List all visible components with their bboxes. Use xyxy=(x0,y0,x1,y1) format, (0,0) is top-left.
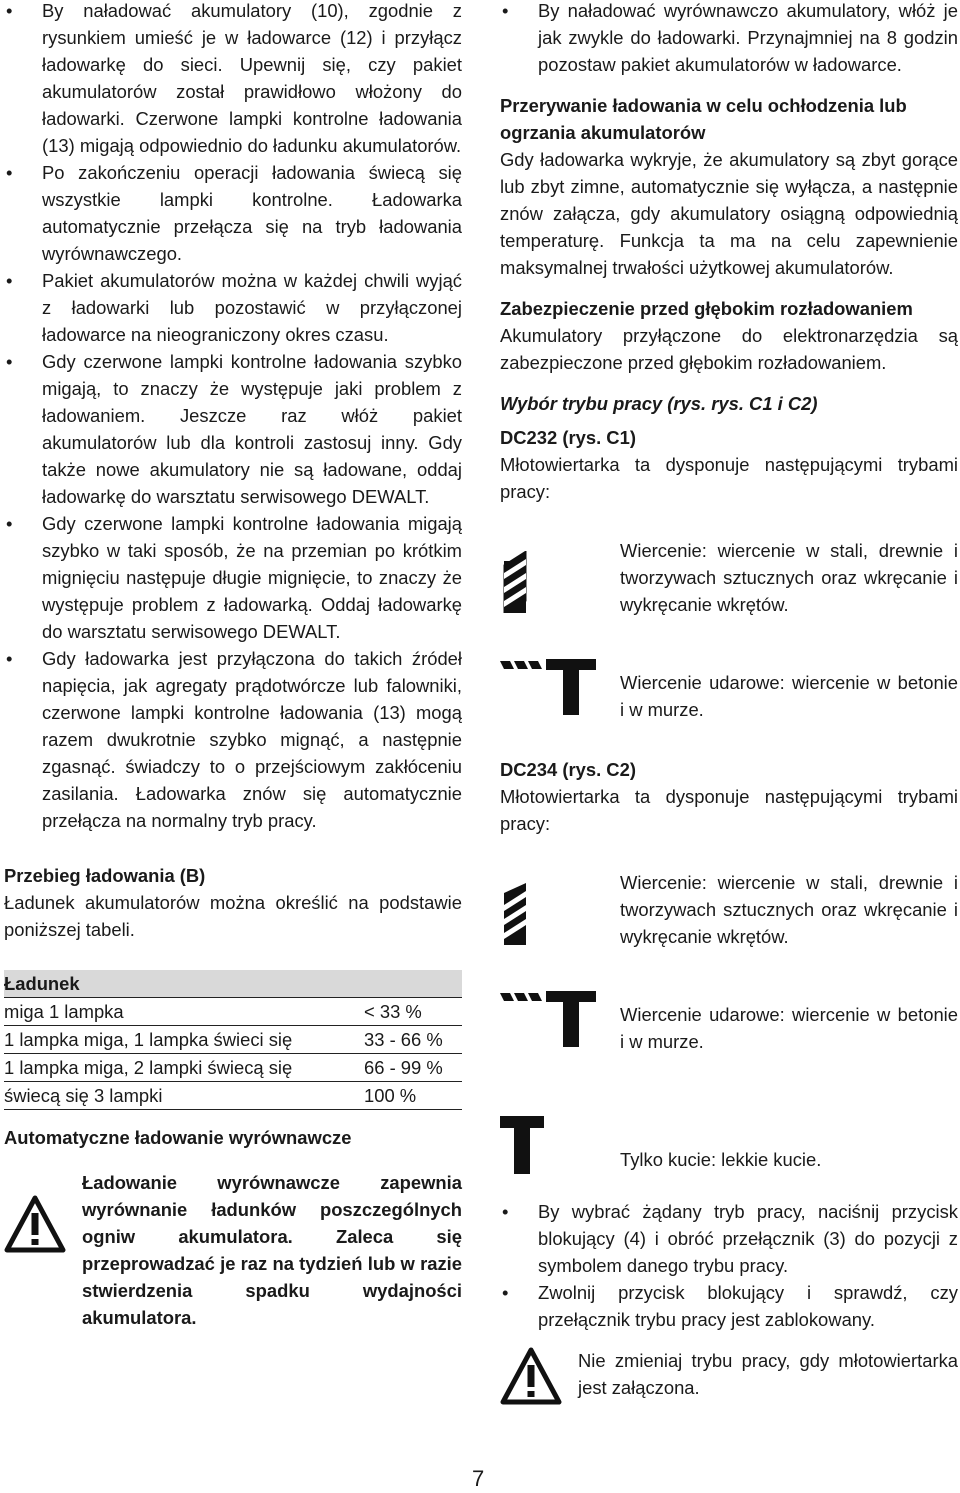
dc234-intro: Młotowiertarka ta dysponuje następującymi trybami pracy: xyxy=(500,785,958,834)
table-cell: 1 lampka miga, 2 lampki świecą się xyxy=(4,1054,364,1082)
charging-steps-list xyxy=(4,0,462,834)
dc232-intro: Młotowiertarka ta dysponuje następującymi trybami pracy: xyxy=(500,454,958,502)
deep-discharge-text: Akumulatory przyłączone do elektronarzędzia są zabezpieczone przed głębokim rozładowaniem. xyxy=(500,325,958,373)
mode-hammer xyxy=(500,669,958,723)
list-item: • By naładować wyrównawczo akumulatory, włóż je jak zwykle do ładowarki. Przynajmniej na 8 godzin pozostaw pakiet akumulatorów w ładowarce. xyxy=(500,0,958,78)
auto-charge-heading: Automatyczne ładowanie wyrównawcze xyxy=(4,1127,352,1148)
table-cell: miga 1 lampka xyxy=(4,998,364,1026)
cooling-text: Gdy ładowarka wykryje, że akumulatory są zbyt gorące lub zbyt zimne, automatycznie się wyłącza, a następnie znów załącza, gdy akumulatory osiągną odpowiednią temperaturę. Funkcja ta ma na celu zapewnienie maksymalnej trwałości użytkowej akumulatorów. xyxy=(500,149,958,278)
table-row xyxy=(4,1082,462,1110)
table-row xyxy=(4,1054,462,1082)
list-item: • Zwolnij przycisk blokujący i sprawdź, czy przełącznik trybu pracy jest zablokowany. xyxy=(500,1279,958,1333)
charge-intro: Ładunek akumulatorów można określić na podstawie poniższej tabeli. xyxy=(4,892,462,940)
list-item: • By wybrać żądany tryb pracy, naciśnij przycisk blokujący (4) i obróć przełącznik (3) do pozycji z symbolem danego trybu pracy. xyxy=(500,1198,958,1279)
table-cell: świecą się 3 lampki xyxy=(4,1082,364,1110)
mode-heading: Wybór trybu pracy (rys. rys. C1 i C2) xyxy=(500,393,818,414)
mode-hammer-dc234 xyxy=(500,1001,958,1055)
charge-table xyxy=(4,970,462,1110)
hammer-drill-icon xyxy=(500,991,596,1047)
auto-charge-warning xyxy=(4,1169,462,1331)
left-column xyxy=(4,0,462,1350)
mode-drill-text: Wiercenie: wiercenie w stali, drewnie i tworzywach sztucznych oraz wkręcanie i wykręcanie wkrętów. xyxy=(620,540,958,616)
warning-text: Nie zmieniaj trybu pracy, gdy młotowiertarka jest załączona. xyxy=(578,1349,958,1398)
mode-hammer-text: Wiercenie udarowe: wiercenie w betonie i w murze. xyxy=(620,672,958,721)
table-header-row xyxy=(4,970,462,998)
mode-drill-dc234 xyxy=(500,869,958,950)
mode-drill-text: Wiercenie: wiercenie w stali, drewnie i tworzywach sztucznych oraz wkręcanie i wykręcanie wkrętów. xyxy=(620,871,958,947)
chisel-icon xyxy=(500,1116,544,1174)
table-cell: 1 lampka miga, 1 lampka świeci się xyxy=(4,1026,364,1054)
table-row xyxy=(4,998,462,1026)
table-cell: 100 % xyxy=(364,1082,462,1110)
mode-chisel-text: Tylko kucie: lekkie kucie. xyxy=(620,1148,822,1170)
list-item: • Gdy ładowarka jest przyłączona do takich źródeł napięcia, jak agregaty prądotwórcze lub falowniki, czerwone lampki kontrolne ładowania (13) mogą razem dwukrotnie szybko mignąć, a następnie zgasnąć. świadczy to o przejściowym zakłóceniu zasilania. Ładowarka znów się automatycznie przełącza na normalny tryb pracy. xyxy=(4,645,462,834)
mode-chisel xyxy=(500,1116,958,1178)
mode-drill xyxy=(500,537,958,618)
table-row xyxy=(4,1026,462,1054)
list-item: • By naładować akumulatory (10), zgodnie z rysunkiem umieść je w ładowarce (12) i przyłącz ładowarkę do sieci. Upewnij się, czy pakiet akumulatorów został prawidłowo włożony do ładowarki. Czerwone lampki kontrolne ładowania (13) migają odpowiednio do ładunku akumulatorów. xyxy=(4,0,462,159)
warning-triangle-icon xyxy=(4,1195,66,1253)
drill-bit-icon xyxy=(500,883,530,945)
table-cell: 66 - 99 % xyxy=(364,1054,462,1082)
hammer-drill-icon xyxy=(500,659,596,715)
list-item: • Pakiet akumulatorów można w każdej chwili wyjąć z ładowarki lub pozostawić w przyłączonej ładowarce na nieograniczony okres czasu. xyxy=(4,267,462,348)
drill-bit-icon xyxy=(500,551,530,613)
table-cell: 33 - 66 % xyxy=(364,1026,462,1054)
mode-warning xyxy=(500,1347,958,1401)
charge-heading: Przebieg ładowania (B) xyxy=(4,865,206,886)
right-column xyxy=(500,0,958,1401)
table-cell: < 33 % xyxy=(364,998,462,1026)
deep-discharge-heading: Zabezpieczenie przed głębokim rozładowaniem xyxy=(500,298,913,319)
cooling-heading: Przerywanie ładowania w celu ochłodzenia lub ogrzania akumulatorów xyxy=(500,95,907,143)
table-header: Ładunek xyxy=(4,970,462,998)
warning-triangle-icon xyxy=(500,1347,562,1405)
equalize-list xyxy=(500,0,958,78)
dc232-heading: DC232 (rys. C1) xyxy=(500,427,636,448)
dc234-heading: DC234 (rys. C2) xyxy=(500,758,636,780)
mode-select-list xyxy=(500,1198,958,1333)
list-item: • Gdy czerwone lampki kontrolne ładowania szybko migają, to znaczy że występuje jaki problem z ładowaniem. Jeszcze raz włóż pakiet akumulatorów lub dla kontroli zastosuj inny. Gdy także nowe akumulatory nie są ładowane, oddaj ładowarkę do warsztatu serwisowego DEWALT. xyxy=(4,348,462,510)
list-item: • Po zakończeniu operacji ładowania świecą się wszystkie lampki kontrolne. Ładowarka automatycznie przełącza się na tryb ładowania wyrównawczego. xyxy=(4,159,462,267)
list-item: • Gdy czerwone lampki kontrolne ładowania migają szybko w taki sposób, że na przemian po krótkim mignięciu następuje długie mignięcie, to znaczy że występuje problem z ładowarką. Oddaj ładowarkę do warsztatu serwisowego DEWALT. xyxy=(4,510,462,645)
page-number: 7 xyxy=(472,1466,485,1491)
warning-text: Ładowanie wyrównawcze zapewnia wyrównanie ładunków poszczególnych ogniw akumulatora. Zaleca się przeprowadzać je raz na tydzień lub w razie stwierdzenia spadku wydajności akumulatora. xyxy=(82,1172,462,1329)
mode-hammer-text: Wiercenie udarowe: wiercenie w betonie i w murze. xyxy=(620,1003,958,1052)
